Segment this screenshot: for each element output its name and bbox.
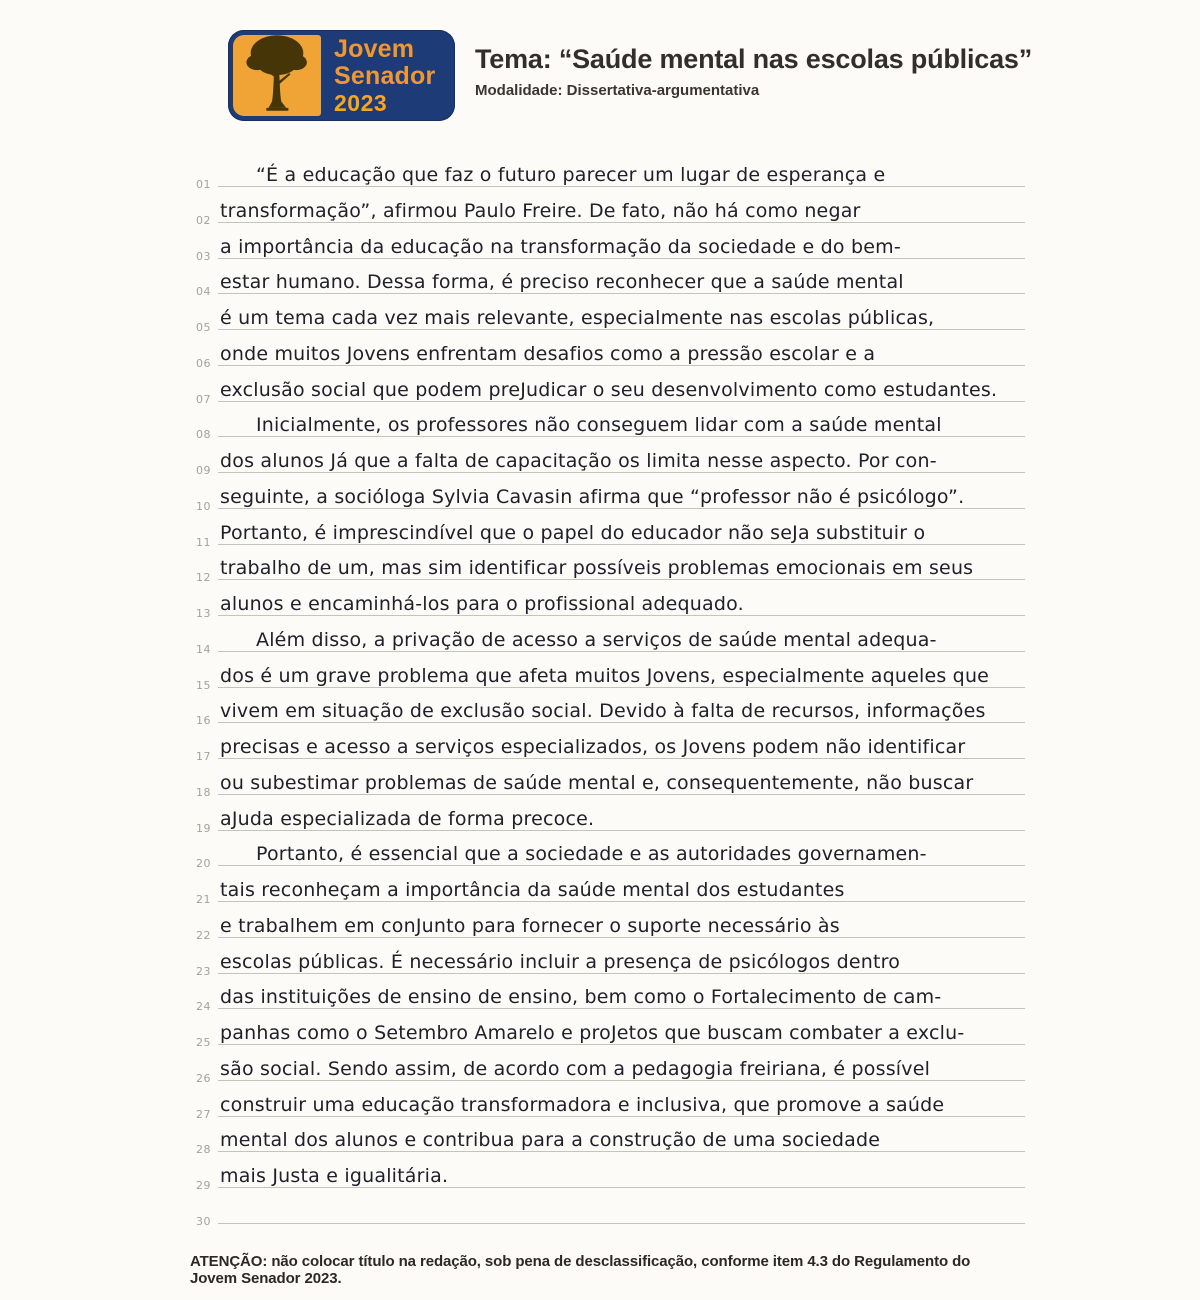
essay-line bbox=[196, 902, 1026, 942]
essay-line bbox=[196, 330, 1026, 370]
handwritten-text: é um tema cada vez mais relevante, especialmente nas escolas públicas, bbox=[220, 307, 935, 329]
line-number: 28 bbox=[196, 1143, 211, 1157]
handwritten-text: onde muitos Jovens enfrentam desafios como a pressão escolar e a bbox=[220, 342, 876, 365]
handwritten-text: e trabalhem em conJunto para fornecer o suporte necessário às bbox=[220, 914, 840, 937]
handwritten-text: vivem em situação de exclusão social. Devido à falta de recursos, informações bbox=[220, 700, 986, 723]
line-number: 16 bbox=[196, 714, 211, 728]
line-number: 05 bbox=[196, 321, 211, 334]
essay-line bbox=[196, 401, 1026, 442]
essay-line bbox=[196, 866, 1026, 906]
essay-line bbox=[196, 258, 1026, 299]
essay-line bbox=[196, 1188, 1026, 1228]
handwritten-text: escolas públicas. É necessário incluir a presença de psicólogos dentro bbox=[220, 950, 901, 973]
line-number: 14 bbox=[196, 642, 211, 656]
theme-title: Tema: “Saúde mental nas escolas públicas” bbox=[475, 44, 1033, 74]
essay-line bbox=[196, 973, 1026, 1014]
essay-line bbox=[196, 759, 1026, 799]
handwritten-text: Além disso, a privação de acesso a serviços de saúde mental adequa- bbox=[256, 628, 937, 651]
line-number: 02 bbox=[196, 213, 211, 227]
essay-line bbox=[196, 437, 1026, 477]
line-number: 23 bbox=[196, 964, 211, 978]
line-number: 25 bbox=[196, 1036, 211, 1049]
essay-line bbox=[196, 294, 1026, 334]
essay-sheet bbox=[196, 151, 1036, 1226]
handwritten-text: mental dos alunos e contribua para a construção de uma sociedade bbox=[220, 1129, 881, 1152]
essay-line bbox=[196, 366, 1026, 406]
essay-line bbox=[196, 509, 1026, 549]
line-number: 29 bbox=[196, 1179, 211, 1192]
handwritten-text: panhas como o Setembro Amarelo e proJetos que buscam combater a exclu- bbox=[220, 1022, 965, 1044]
handwritten-text: exclusão social que podem preJudicar o seu desenvolvimento como estudantes. bbox=[220, 378, 998, 401]
essay-line bbox=[196, 1009, 1026, 1049]
handwritten-text: estar humano. Dessa forma, é preciso reconhecer que a saúde mental bbox=[220, 271, 904, 294]
essay-line bbox=[196, 830, 1026, 871]
handwritten-text: alunos e encaminhá-los para o profissional adequado. bbox=[220, 593, 744, 615]
line-number: 19 bbox=[196, 821, 211, 835]
attention-note: ATENÇÃO: não colocar título na redação, sob pena de desclassificação, conforme item 4.3 do Regulamento do Jovem Senador 2023. bbox=[190, 1253, 971, 1287]
line-number: 08 bbox=[196, 428, 211, 442]
handwritten-text: Portanto, é essencial que a sociedade e as autoridades governamen- bbox=[256, 843, 927, 866]
line-number: 06 bbox=[196, 356, 211, 370]
jovem-senador-logo bbox=[228, 30, 455, 121]
logo-year: 2023 bbox=[334, 89, 388, 116]
line-number: 18 bbox=[196, 785, 211, 799]
line-number: 13 bbox=[196, 607, 211, 620]
handwritten-text: aJuda especializada de forma precoce. bbox=[220, 807, 595, 830]
essay-line bbox=[196, 187, 1026, 227]
line-number: 01 bbox=[196, 178, 211, 191]
line-number: 04 bbox=[196, 285, 211, 299]
handwritten-text: precisas e acesso a serviços especializados, os Jovens podem não identificar bbox=[220, 736, 966, 758]
essay-line bbox=[196, 544, 1026, 585]
handwritten-text: construir uma educação transformadora e inclusiva, que promove a saúde bbox=[220, 1093, 945, 1116]
line-number: 03 bbox=[196, 249, 211, 263]
line-number: 20 bbox=[196, 857, 211, 871]
line-number: 07 bbox=[196, 392, 211, 406]
logo-word-jovem: Jovem bbox=[334, 34, 415, 63]
line-number: 26 bbox=[196, 1071, 211, 1085]
handwritten-text: ou subestimar problemas de saúde mental e, consequentemente, não buscar bbox=[220, 771, 974, 794]
line-number: 27 bbox=[196, 1107, 211, 1121]
essay-line bbox=[196, 652, 1026, 692]
handwritten-text: tais reconheçam a importância da saúde mental dos estudantes bbox=[220, 879, 845, 901]
logo-orange-panel bbox=[233, 35, 321, 116]
essay-line bbox=[196, 938, 1026, 978]
line-number: 15 bbox=[196, 678, 211, 692]
essay-line bbox=[196, 1152, 1026, 1192]
essay-line bbox=[196, 580, 1026, 620]
line-number: 17 bbox=[196, 750, 211, 763]
handwritten-text: a importância da educação na transformação da sociedade e do bem- bbox=[220, 235, 901, 258]
line-number: 11 bbox=[196, 535, 211, 549]
handwritten-text: dos alunos Já que a falta de capacitação os limita nesse aspecto. Por con- bbox=[220, 450, 937, 472]
line-number: 12 bbox=[196, 571, 211, 585]
handwritten-text: “É a educação que faz o futuro parecer um lugar de esperança e bbox=[256, 164, 886, 186]
modality-subtitle: Modalidade: Dissertativa-argumentativa bbox=[475, 82, 760, 99]
handwritten-text: seguinte, a socióloga Sylvia Cavasin afirma que “professor não é psicólogo”. bbox=[220, 485, 965, 508]
handwritten-text: transformação”, afirmou Paulo Freire. De fato, não há como negar bbox=[220, 199, 861, 222]
essay-line bbox=[196, 473, 1026, 513]
essay-line bbox=[196, 723, 1026, 763]
handwritten-text: mais Justa e igualitária. bbox=[220, 1165, 449, 1187]
essay-line bbox=[196, 687, 1026, 728]
essay-line bbox=[196, 616, 1026, 656]
handwritten-text: Inicialmente, os professores não conseguem lidar com a saúde mental bbox=[256, 414, 942, 437]
logo-wordmark bbox=[321, 35, 450, 116]
essay-line bbox=[196, 223, 1026, 263]
essay-line bbox=[196, 795, 1026, 835]
logo-word-senador: Senador bbox=[334, 61, 436, 90]
essay-line bbox=[196, 1116, 1026, 1157]
handwritten-text: são social. Sendo assim, de acordo com a pedagogia freiriana, é possível bbox=[220, 1057, 931, 1080]
header-title-block bbox=[475, 44, 1032, 99]
essay-line bbox=[196, 1045, 1026, 1085]
essay-line bbox=[196, 1081, 1026, 1121]
line-number: 24 bbox=[196, 1000, 211, 1014]
handwritten-text: trabalho de um, mas sim identificar possíveis problemas emocionais em seus bbox=[220, 557, 974, 580]
handwritten-text: das instituições de ensino de ensino, bem como o Fortalecimento de cam- bbox=[220, 986, 942, 1009]
line-number: 22 bbox=[196, 928, 211, 942]
line-number: 10 bbox=[196, 499, 211, 513]
line-number: 21 bbox=[196, 893, 211, 906]
handwritten-text: Portanto, é imprescindível que o papel do educador não seJa substituir o bbox=[220, 521, 926, 544]
tree-icon bbox=[245, 33, 309, 118]
line-number: 30 bbox=[196, 1214, 211, 1228]
handwritten-text: dos é um grave problema que afeta muitos Jovens, especialmente aqueles que bbox=[220, 664, 990, 687]
essay-line bbox=[196, 151, 1026, 191]
line-number: 09 bbox=[196, 464, 211, 477]
